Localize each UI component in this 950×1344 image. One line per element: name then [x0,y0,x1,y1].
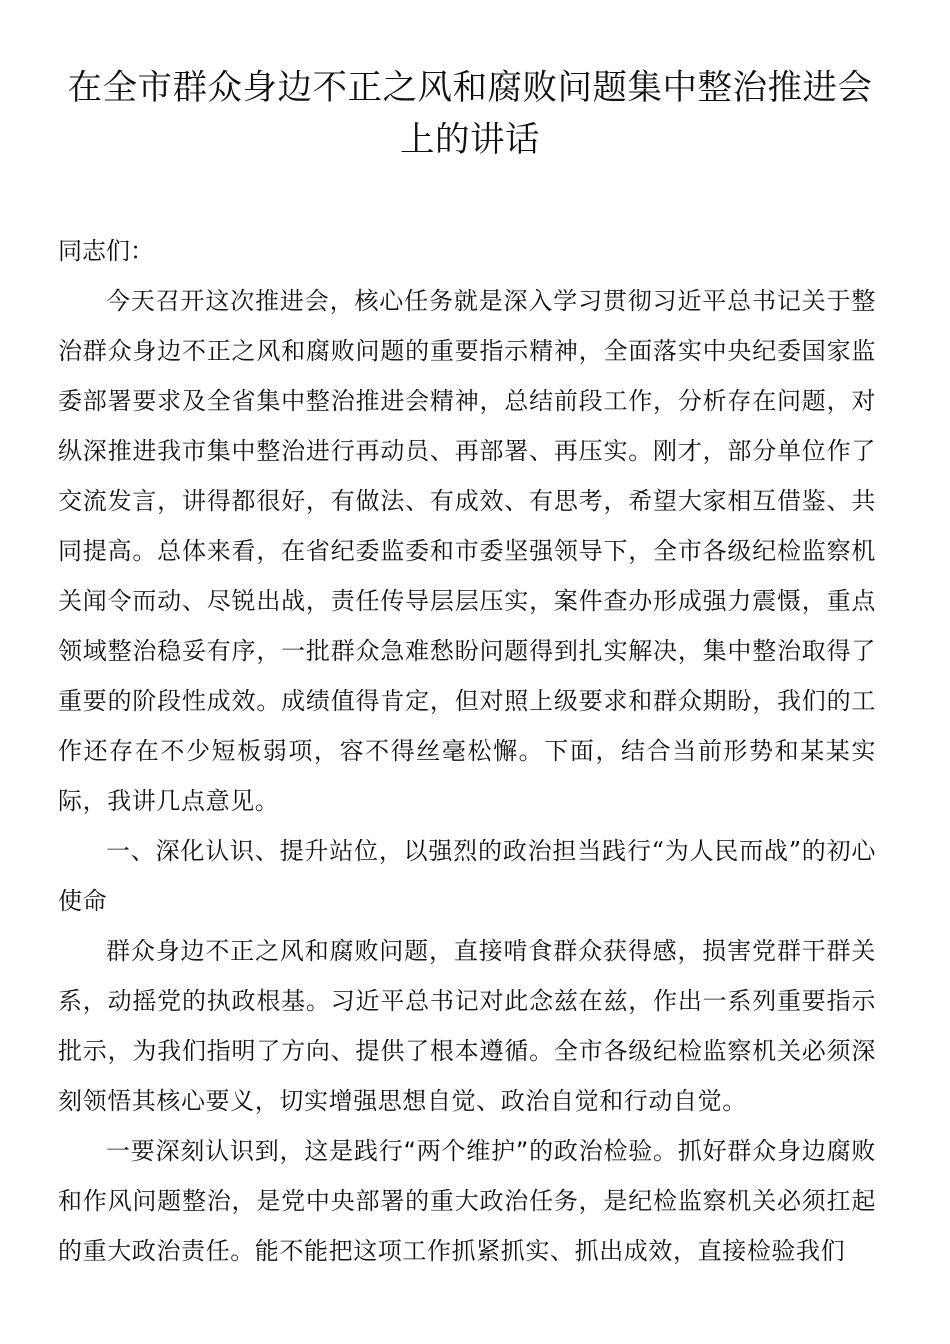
document-title: 在全市群众身边不正之风和腐败问题集中整治推进会上的讲话 [67,68,873,160]
section-heading-1: 一、深化认识、提升站位，以强烈的政治担当践行“为人民而战”的初心使命 [58,837,876,915]
body-paragraph-1: 今天召开这次推进会，核心任务就是深入学习贯彻习近平总书记关于整治群众身边不正之风和腐败问题的重要指示精神，全面落实中央纪委国家监委部署要求及全省集中整治推进会精神，总结前段工作，分析存在问题，对纵深推进我市集中整治进行再动员、再部署、再压实。刚才，部分单位作了交流发言，讲得都很好，有做法、有成效、有思考，希望大家相互借鉴、共同提高。总体来看，在省纪委监委和市委坚强领导下，全市各级纪检监察机关闻令而动、尽锐出战，责任传导层层压实，案件查办形成强力震慑，重点领域整治稳妥有序，一批群众急难愁盼问题得到扎实解决，集中整治取得了重要的阶段性成效。成绩值得肯定，但对照上级要求和群众期盼，我们的工作还存在不少短板弱项，容不得丝毫松懈。下面，结合当前形势和某某实际，我讲几点意见。 [58,287,876,815]
body-paragraph-2: 群众身边不正之风和腐败问题，直接啃食群众获得感，损害党群干群关系，动摇党的执政根基。习近平总书记对此念兹在兹，作出一系列重要指示批示，为我们指明了方向、提供了根本遵循。全市各级纪检监察机关必须深刻领悟其核心要义，切实增强思想自觉、政治自觉和行动自觉。 [58,937,876,1115]
salutation: 同志们： [58,237,154,265]
body-paragraph-3: 一要深刻认识到，这是践行“两个维护”的政治检验。抓好群众身边腐败和作风问题整治，是党中央部署的重大政治任务，是纪检监察机关必须扛起的重大政治责任。能不能把这项工作抓紧抓实、抓出成效，直接检验我们 [58,1137,876,1265]
